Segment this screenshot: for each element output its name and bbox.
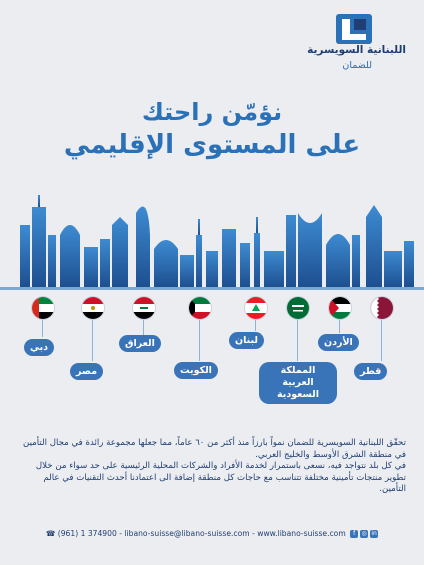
headline-line2: على المستوى الإقليمي xyxy=(63,130,361,160)
footer-website[interactable]: www.libano-suisse.com xyxy=(257,529,346,538)
egypt-flag-icon xyxy=(81,296,105,320)
country-qatar: قطر xyxy=(354,363,387,380)
footer-email[interactable]: libano-suisse@libano-suisse.com xyxy=(124,529,250,538)
phone-icon: ☎ xyxy=(45,529,56,538)
country-jordan: الأردن xyxy=(318,334,359,351)
country-egypt: مصر xyxy=(70,363,103,380)
country-saudi-arabia: المملكة العربية السعودية xyxy=(259,362,337,404)
contact-footer xyxy=(0,529,424,538)
instagram-icon[interactable]: ◎ xyxy=(361,530,367,537)
country-kuwait: الكويت xyxy=(174,362,218,379)
brand-name: اللبنانية السويسرية xyxy=(307,44,406,56)
lebanon-flag-icon xyxy=(244,296,268,320)
linkedin-icon[interactable]: in xyxy=(371,530,377,537)
libano-suisse-logo-icon xyxy=(336,14,372,44)
facebook-icon[interactable]: f xyxy=(350,530,358,538)
qatar-flag-icon xyxy=(370,296,394,320)
footer-separator: - xyxy=(252,529,255,538)
iraq-flag-icon xyxy=(132,296,156,320)
brand-logo xyxy=(290,14,410,82)
jordan-flag-icon xyxy=(328,296,352,320)
body-copy xyxy=(20,438,406,496)
country-iraq: العراق xyxy=(119,335,161,352)
skyline-illustration xyxy=(0,195,424,287)
country-dubai: دبي xyxy=(24,339,54,356)
headline-line1: نؤمّن راحتك xyxy=(141,98,283,126)
brand-subtitle: للضمان xyxy=(342,60,372,71)
timeline-rail xyxy=(0,287,424,290)
kuwait-flag-icon xyxy=(188,296,212,320)
footer-separator: - xyxy=(119,529,122,538)
body-paragraph-2: في كل بلد نتواجد فيه، نسعى باستمرار لخدمة الأفراد والشركات المحلية الرئيسية على حد سواء من خلال تطوير منتجات تأمينية مختلفة تتناسب مع حاجات كل منطقة إضافة الى اعتمادنا أحدث التقنيات في عالم التأمين. xyxy=(35,461,406,494)
footer-phone[interactable]: (961) 1 374900 xyxy=(57,529,117,538)
uae-flag-icon xyxy=(31,296,55,320)
body-paragraph-1: تحقّق اللبنانية السويسرية للضمان نمواً بارزاً منذ أكثر من ٦٠ عاماً، مما جعلها مجموعة رائدة في مجال التأمين في منطقة الشرق الأوسط والخليج العربي. xyxy=(23,438,406,460)
saudi-flag-icon xyxy=(286,296,310,320)
country-lebanon: لبنان xyxy=(229,332,264,349)
